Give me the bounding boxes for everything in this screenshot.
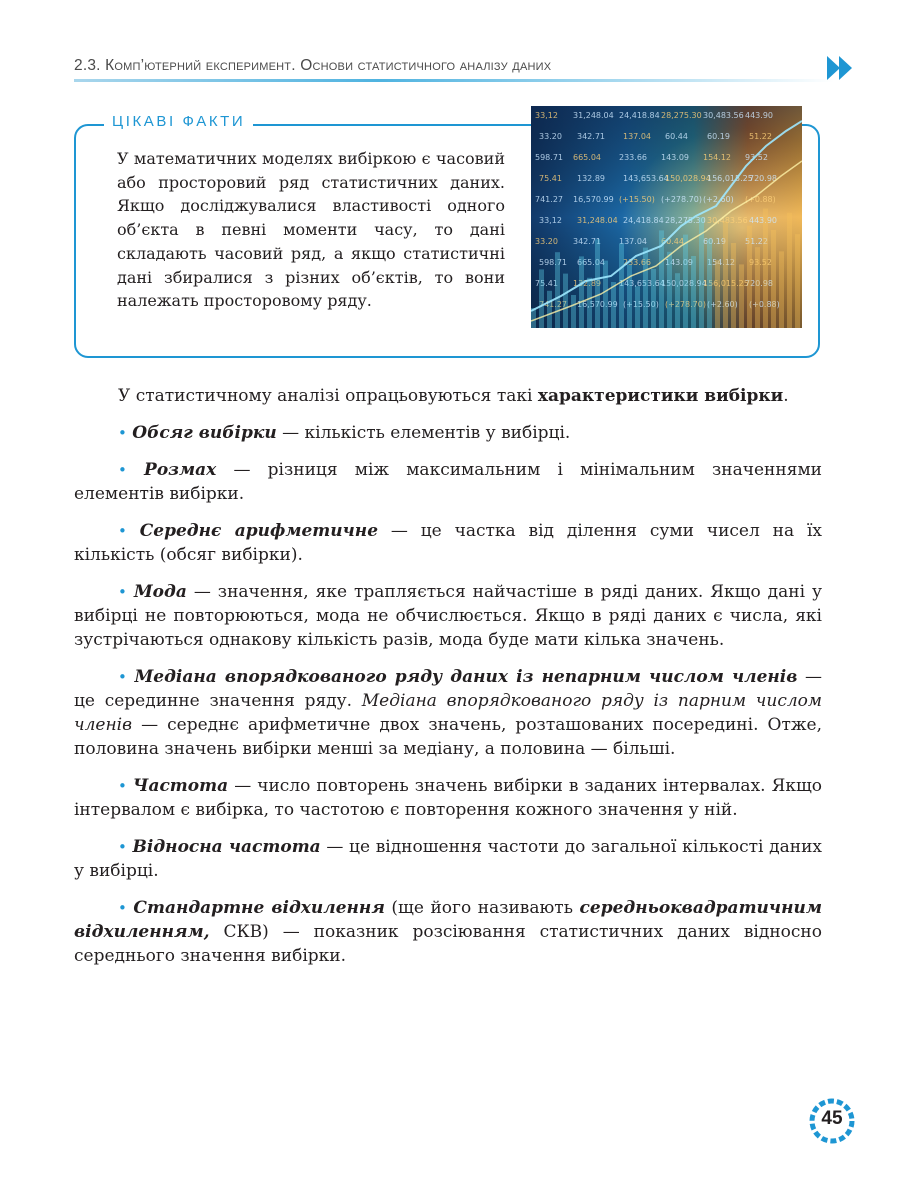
bullet-icon: • (118, 777, 127, 795)
stock-bar (579, 256, 584, 328)
stock-bar (763, 209, 768, 328)
stock-bar (571, 295, 576, 328)
ticker-number: 720.98 (745, 279, 773, 288)
ticker-number: 60.19 (707, 132, 730, 141)
ticker-number: 156,015.25 (707, 174, 753, 183)
stock-bar (731, 243, 736, 328)
stock-bar (563, 274, 568, 328)
stock-bar (723, 222, 728, 328)
ticker-number: 741.27 (535, 195, 563, 204)
ticker-number: 150,028.94 (665, 174, 711, 183)
stock-bar (587, 278, 592, 328)
ticker-number: (+2.60) (707, 300, 738, 309)
ticker-number: 93.52 (749, 258, 772, 267)
ticker-number: (+0.88) (745, 195, 776, 204)
ticker-number: 28,275.30 (661, 111, 702, 120)
ticker-number: 31,248.04 (573, 111, 614, 120)
ticker-number: 137.04 (623, 132, 651, 141)
facts-label: ЦІКАВІ ФАКТИ (104, 113, 253, 130)
ticker-number: 143,653.64 (619, 279, 665, 288)
ticker-number: 156,015.25 (703, 279, 749, 288)
bullet-icon: • (118, 838, 127, 856)
stock-bar (779, 251, 784, 328)
ticker-number: 60.19 (703, 237, 726, 246)
stock-bar (739, 264, 744, 328)
ticker-number: 24,418.84 (619, 111, 660, 120)
facts-text: У математичних моделях вибіркою є часовий або просторовий ряд статистичних даних. Якщо досліджувалися властивості одного об’єкта в певні моменти часу, то дані складають часовий ряд, а якщо статистичні дані збиралися з різних об’єктів, то вони належать просторовому ряду. (117, 149, 505, 311)
ticker-number: 342.71 (577, 132, 605, 141)
list-item: • Медіана впорядкованого ряду даних із непарним числом членів — це серединне значення ряду. Медіана впорядкованого ряду із парним числом членів — середнє арифметичне двох значень, розташованих посередині. Отже, половина значень вибірки менші за медіану, а половина — більші. (74, 667, 823, 759)
ticker-number: (+15.50) (619, 195, 655, 204)
stock-bar (683, 235, 688, 328)
ticker-number: 30,483.56 (707, 216, 748, 225)
ticker-number: 132.89 (577, 174, 605, 183)
stock-bar (667, 252, 672, 328)
ticker-number: 665.04 (573, 153, 601, 162)
ticker-number: 150,028.94 (661, 279, 707, 288)
intro-paragraph: У статистичному аналізі опрацьовуються такі характеристики вибірки. (118, 386, 789, 406)
section-title: 2.3. Комп’ютерний експеримент. Основи статистичного аналізу даних (74, 57, 552, 74)
ticker-number: 143.09 (665, 258, 693, 267)
ticker-number: 33.20 (539, 132, 562, 141)
body-text (74, 384, 822, 981)
stock-bar (715, 260, 720, 328)
ticker-number: 741.27 (539, 300, 567, 309)
ticker-number: 60.44 (665, 132, 688, 141)
stock-bar (771, 230, 776, 328)
stock-bar (627, 265, 632, 328)
stock-bar (707, 239, 712, 328)
stock-bar (747, 226, 752, 328)
stock-bar (675, 273, 680, 328)
bullet-icon: • (118, 583, 127, 601)
stock-bar (635, 286, 640, 328)
stock-bar (595, 239, 600, 328)
ticker-number: 342.71 (573, 237, 601, 246)
ticker-number: (+278.70) (665, 300, 706, 309)
ticker-number: 75.41 (539, 174, 562, 183)
list-item: • Обсяг вибірки — кількість елементів у вибірці. (118, 423, 571, 443)
stock-bar (651, 269, 656, 328)
stock-bar (539, 269, 544, 328)
ticker-number: 137.04 (619, 237, 647, 246)
list-item: • Середнє арифметичне — це частка від ділення суми чисел на їх кількість (обсяг вибірки). (74, 521, 823, 565)
stock-bar (691, 256, 696, 328)
stock-chart-image (531, 106, 802, 328)
stock-bar (643, 248, 648, 328)
ticker-number: 24,418.84 (623, 216, 664, 225)
stock-bar (619, 243, 624, 328)
ticker-number: 16,570.99 (573, 195, 614, 204)
ticker-number: 30,483.56 (703, 111, 744, 120)
bullet-icon: • (118, 424, 127, 442)
ticker-number: 665.04 (577, 258, 605, 267)
ticker-number: 233.66 (619, 153, 647, 162)
stock-bar (555, 252, 560, 328)
ticker-number: 154.12 (703, 153, 731, 162)
ticker-number: 154.12 (707, 258, 735, 267)
ticker-number: (+278.70) (661, 195, 702, 204)
bullet-icon: • (118, 461, 127, 479)
ticker-number: 443.90 (749, 216, 777, 225)
ticker-number: 132.89 (573, 279, 601, 288)
ticker-number: 33,12 (535, 111, 558, 120)
stock-bar (795, 234, 800, 328)
ticker-number: 33,12 (539, 216, 562, 225)
stock-bar (547, 291, 552, 328)
ticker-number: 598.71 (535, 153, 563, 162)
ticker-number: 720.98 (749, 174, 777, 183)
ticker-number: 598.71 (539, 258, 567, 267)
ticker-number: 60.44 (661, 237, 684, 246)
ticker-number: 31,248.04 (577, 216, 618, 225)
stock-bar (787, 213, 792, 328)
bullet-icon: • (118, 522, 127, 540)
list-item: • Відносна частота — це відношення частоти до загальної кількості даних у вибірці. (74, 837, 822, 881)
ticker-number: 33.20 (535, 237, 558, 246)
ticker-number: 16,570.99 (577, 300, 618, 309)
ticker-number: 443.90 (745, 111, 773, 120)
ticker-number: (+15.50) (623, 300, 659, 309)
ticker-number: 93.52 (745, 153, 768, 162)
page-number: 45 (821, 1108, 843, 1129)
list-item: • Мода — значення, яке трапляється найчастіше в ряді даних. Якщо дані у вибірці не повторюються, мода не обчислюється. Якщо в ряді даних є числа, які зустрічаються однакову кількість разів, мода буде мати кілька значень. (74, 582, 823, 650)
list-item: • Стандартне відхилення (ще його називають середньоквадратичним відхиленням, СКВ) — показник розсіювання статистичних даних відносно середнього значення вибірки. (74, 898, 822, 966)
next-page-icon[interactable] (826, 54, 856, 82)
ticker-number: (+0.88) (749, 300, 780, 309)
ticker-number: 233.66 (623, 258, 651, 267)
ticker-number: 143,653.64 (623, 174, 669, 183)
bullet-icon: • (118, 668, 127, 686)
ticker-number: (+2.60) (703, 195, 734, 204)
header-rule (74, 79, 834, 82)
list-item: • Частота — число повторень значень вибірки в заданих інтервалах. Якщо інтервалом є вибірка, то частотою є повторення кожного значення у ній. (74, 776, 823, 820)
stock-bar (755, 247, 760, 328)
bullet-icon: • (118, 899, 127, 917)
ticker-number: 51.22 (749, 132, 772, 141)
list-item: • Розмах — різниця між максимальним і мінімальним значеннями елементів вибірки. (74, 460, 822, 504)
ticker-number: 51.22 (745, 237, 768, 246)
ticker-number: 28,275.30 (665, 216, 706, 225)
ticker-number: 143.09 (661, 153, 689, 162)
stock-bar (603, 261, 608, 328)
stock-bar (611, 282, 616, 328)
ticker-number: 75.41 (535, 279, 558, 288)
running-header (74, 55, 834, 81)
